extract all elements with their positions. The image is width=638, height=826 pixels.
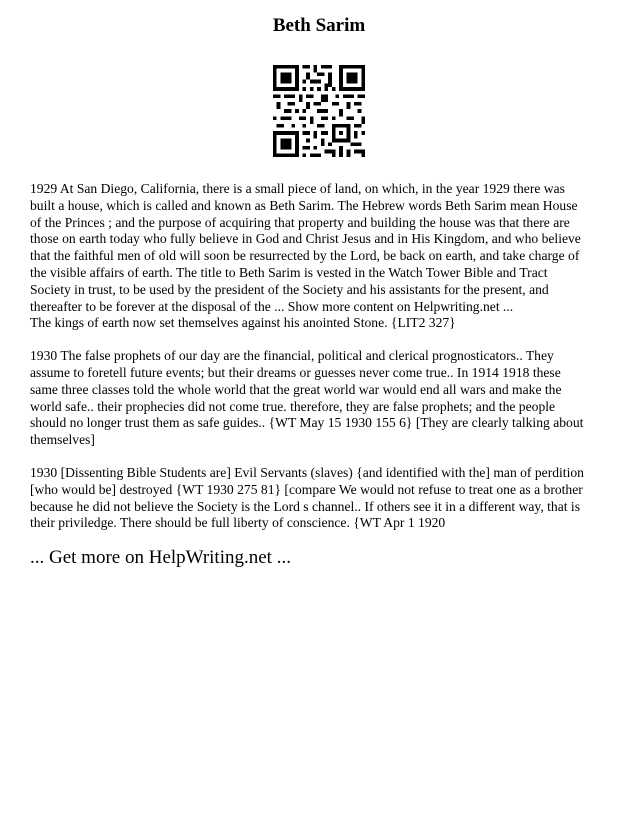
paragraph-1930-false-prophets — [30, 348, 610, 449]
text-line: themselves] — [30, 432, 95, 448]
paragraph-1929 — [30, 181, 610, 332]
text-line: the visible affairs of earth. The title to Beth Sarim is vested in the Watch Tower Bible and Tract — [30, 264, 548, 280]
text-line: [who would be] destroyed {WT 1930 275 81} [compare We would not refuse to treat one as a brother — [30, 481, 583, 497]
get-more-link[interactable]: ... Get more on HelpWriting.net ... — [30, 547, 291, 568]
text-line: same three classes told the whole world that the great world war would end all wars and make the — [30, 381, 562, 397]
paragraph-1930-evil-servants — [30, 465, 610, 532]
text-line: thereafter to be forever at the disposal of the ... Show more content on Helpwriting.net ... — [30, 298, 514, 314]
text-line: their priviledge. There should be full liberty of conscience. {WT Apr 1 1920 — [30, 515, 446, 531]
document-body — [30, 181, 610, 548]
text-line: 1930 The false prophets of our day are the financial, political and clerical prognosticators.. They — [30, 348, 554, 364]
text-line: of the Princes ; and the purpose of acquiring that property and building the house was that there are — [30, 214, 570, 230]
text-line: Society in trust, to be used by the president of the Society and his assistants for the present, and — [30, 281, 549, 297]
text-line: those on earth today who fully believe in God and Christ Jesus and in His Kingdom, and who believe — [30, 231, 581, 247]
text-line: 1930 [Dissenting Bible Students are] Evil Servants (slaves) {and identified with the] man of perdition — [30, 464, 584, 480]
text-line: because he did not believe the Society is the Lord s channel.. If others see it in a different way, that is — [30, 498, 580, 514]
text-line: assume to foretell future events; but their dreams or guesses never come true.. In 1914 1918 these — [30, 364, 561, 380]
page-title: Beth Sarim — [272, 15, 366, 36]
text-line: built a house, which is called and known as Beth Sarim. The Hebrew words Beth Sarim mean House — [30, 197, 578, 213]
text-line: that the faithful men of old will soon be resurrected by the Lord, be back on earth, and take charge of — [30, 248, 580, 264]
text-line: The kings of earth now set themselves against his anointed Stone. {LIT2 327} — [30, 315, 456, 331]
text-line: should no longer trust them as safe guides.. {WT May 15 1930 155 6} [They are clearly talking about — [30, 415, 584, 431]
text-line: world safe.. their prophecies did not come true. therefore, they are false prophets; and the people — [30, 398, 556, 414]
qr-code-icon — [273, 65, 365, 157]
text-line: 1929 At San Diego, California, there is a small piece of land, on which, in the year 1929 there was — [30, 181, 565, 196]
